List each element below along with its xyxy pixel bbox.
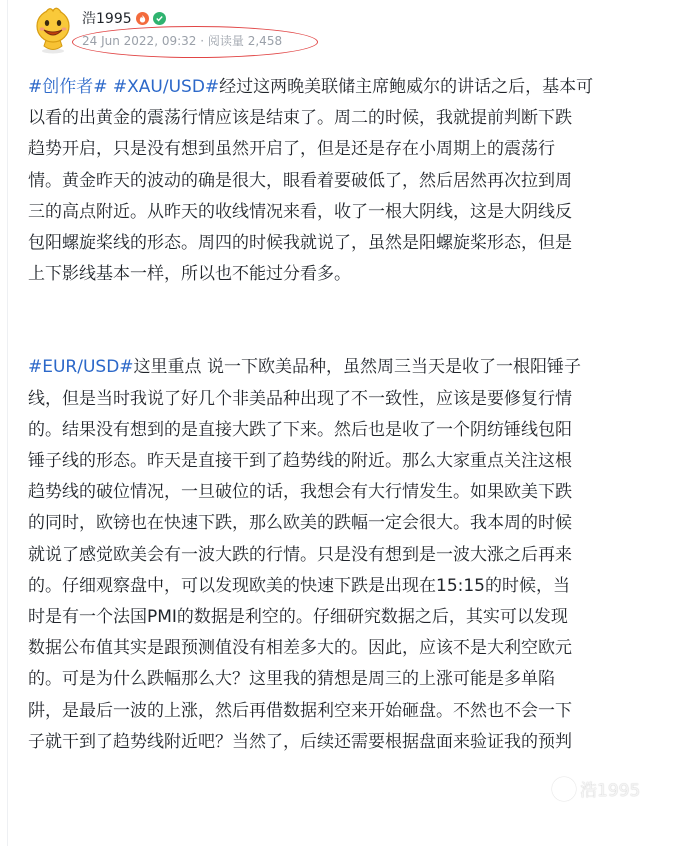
text-line: 的。结果没有想到的是直接大跌了下来。然后也是收了一个阴纺锤线包阳 xyxy=(28,419,572,440)
verified-badge-icon xyxy=(153,12,166,25)
text-line: 数据公布值其实是跟预测值没有相差多大的。因此，应该不是大利空欧元 xyxy=(28,638,572,659)
watermark xyxy=(552,776,640,801)
author-row xyxy=(82,8,166,28)
text-line: 趋势线的破位情况，一旦破位的话，我想会有大行情发生。如果欧美下跌 xyxy=(28,482,572,503)
text-line xyxy=(28,352,660,383)
avatar[interactable] xyxy=(28,4,78,54)
text-line: 的。可是为什么跌幅那么大？这里我的猜想是周三的上涨可能是多单陷 xyxy=(28,669,555,690)
paragraph-eurusd xyxy=(28,352,660,758)
left-divider xyxy=(7,0,8,846)
text-line: 包阳螺旋桨线的形态。周四的时候我就说了，虽然是阳螺旋桨形态，但是 xyxy=(28,233,572,254)
text-line: 线，但是当时我说了好几个非美品种出现了不一致性，应该是要修复行情 xyxy=(28,388,572,409)
text-line xyxy=(28,72,660,103)
watermark-text: 浩1995 xyxy=(580,781,641,801)
hashtag-creator[interactable]: #创作者# xyxy=(28,77,108,97)
text-line: 以看的出黄金的震荡行情应该是结束了。周二的时候，我就提前判断下跌 xyxy=(28,108,572,129)
paragraph-gold xyxy=(28,72,660,290)
text-segment: 这里重点 说一下欧美品种，虽然周三当天是收了一根阳锤子 xyxy=(133,357,581,378)
post-meta xyxy=(82,32,282,49)
text-line: 阱，是最后一波的上涨，然后再借数据利空来开始砸盘。不然也不会一下 xyxy=(28,700,572,721)
views-count: 2,458 xyxy=(247,34,283,48)
views-label: 阅读量 xyxy=(207,34,244,48)
text-line: 时是有一个法国PMI的数据是利空的。仔细研究数据之后，其实可以发现 xyxy=(28,607,568,628)
hashtag-xauusd[interactable]: #XAU/USD# xyxy=(112,77,220,97)
fire-badge-icon xyxy=(136,12,149,25)
hashtag-eurusd[interactable]: #EUR/USD# xyxy=(28,357,134,378)
text-line: 就说了感觉欧美会有一波大跌的行情。只是没有想到是一波大涨之后再来 xyxy=(28,544,572,565)
post-body xyxy=(28,72,660,758)
paragraph-spacer xyxy=(28,290,660,352)
text-line: 的。仔细观察盘中，可以发现欧美的快速下跌是出现在15:15的时候，当 xyxy=(28,575,570,596)
meta-separator: · xyxy=(200,34,205,48)
post-header xyxy=(28,4,648,62)
text-line: 情。黄金昨天的波动的确是很大，眼看着要破低了，然后居然再次拉到周 xyxy=(28,170,572,191)
text-line: 锤子线的形态。昨天是直接干到了趋势线的附近。那么大家重点关注这根 xyxy=(28,451,572,472)
text-line: 三的高点附近。从昨天的收线情况来看，收了一根大阴线，这是大阴线反 xyxy=(28,201,572,222)
text-line: 上下影线基本一样，所以也不能过分看多。 xyxy=(28,264,351,285)
post-datetime: 24 Jun 2022, 09:32 xyxy=(82,34,197,48)
platform-logo-icon xyxy=(552,777,576,801)
smiley-avatar-icon xyxy=(28,4,78,54)
author-name[interactable]: 浩1995 xyxy=(82,11,132,27)
text-line: 子就干到了趋势线附近吧？当然了，后续还需要根据盘面来验证我的预判 xyxy=(28,731,572,752)
text-line: 的同时，欧镑也在快速下跌，那么欧美的跌幅一定会很大。我本周的时候 xyxy=(28,513,572,534)
text-segment: 经过这两晚美联储主席鲍威尔的讲话之后，基本可 xyxy=(219,77,594,97)
text-line: 趋势开启，只是没有想到虽然开启了，但是还是存在小周期上的震荡行 xyxy=(28,139,555,160)
